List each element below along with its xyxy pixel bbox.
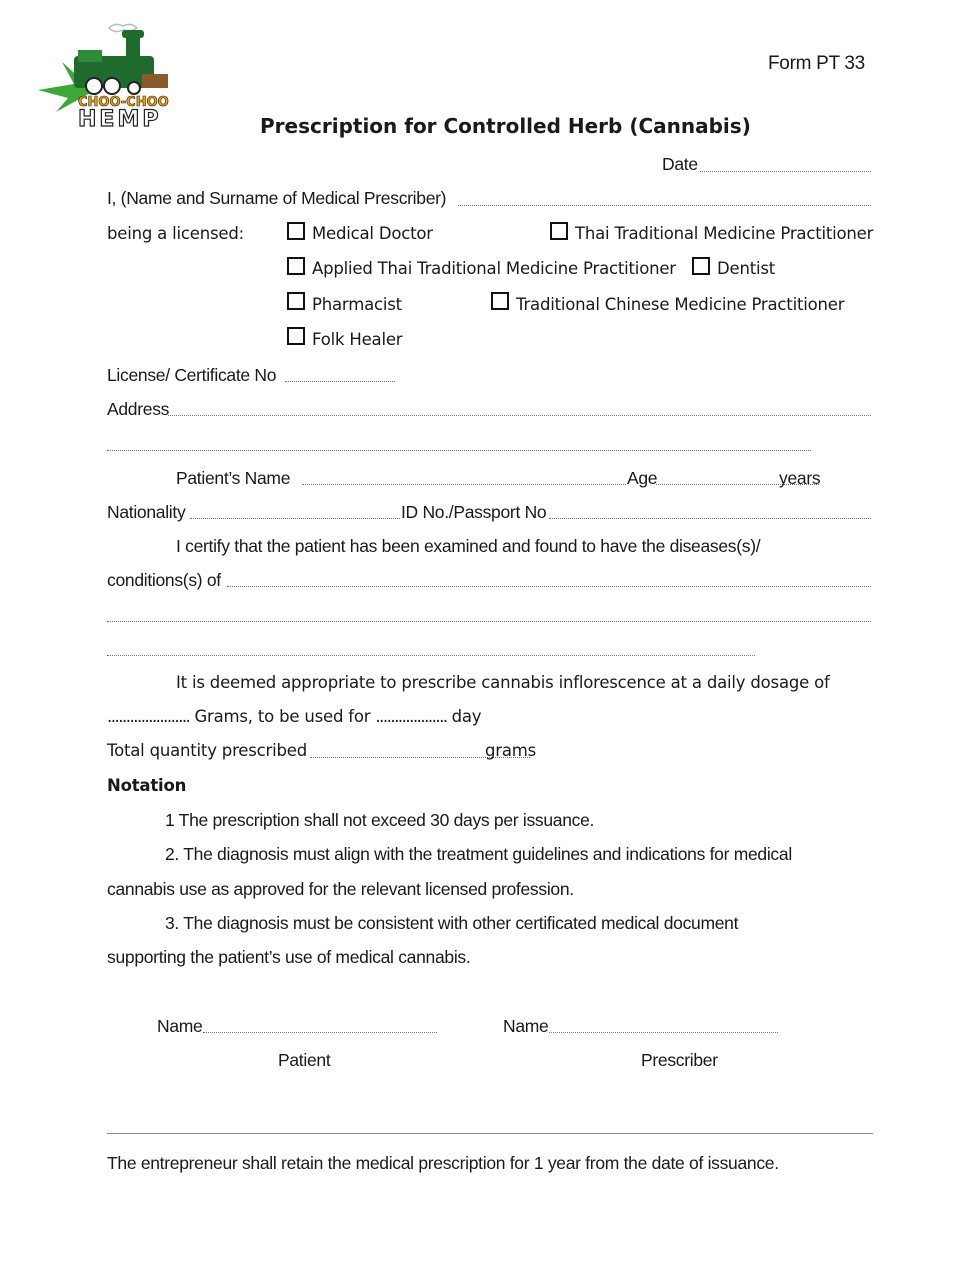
total-quantity-label: Total quantity prescribed: [107, 741, 307, 760]
note-2-continued: cannabis use as approved for the relevant licensed profession.: [107, 879, 574, 899]
date-field[interactable]: [700, 171, 871, 172]
notation-heading: Notation: [107, 776, 187, 795]
note-2: 2. The diagnosis must align with the treatment guidelines and indications for medical: [165, 844, 792, 864]
conditions-field-line-3[interactable]: [107, 655, 755, 656]
svg-text:CHOO-CHOO: CHOO-CHOO: [78, 95, 169, 110]
date-label: Date: [662, 154, 698, 174]
checkbox-pharmacist[interactable]: [287, 292, 305, 310]
prescriber-name-label: I, (Name and Surname of Medical Prescriber): [107, 188, 447, 208]
nationality-label: Nationality: [107, 502, 186, 522]
conditions-field-line-2[interactable]: [107, 621, 871, 622]
grams-line: [107, 707, 481, 727]
page-title: Prescription for Controlled Herb (Cannabis): [260, 114, 751, 138]
patient-role-label: Patient: [278, 1050, 331, 1070]
years-label: years: [779, 468, 821, 488]
note-3: 3. The diagnosis must be consistent with other certificated medical document: [165, 913, 739, 933]
dosage-text: It is deemed appropriate to prescribe cannabis inflorescence at a daily dosage of: [176, 673, 830, 692]
licensed-label: being a licensed:: [107, 224, 244, 243]
license-label-thai-traditional: Thai Traditional Medicine Practitioner: [575, 224, 874, 243]
license-label-folk-healer: Folk Healer: [312, 330, 403, 349]
license-label-medical-doctor: Medical Doctor: [312, 224, 433, 243]
patient-name-field[interactable]: [302, 484, 626, 485]
patient-signature-name-label: Name: [157, 1016, 203, 1036]
license-label-applied-thai-traditional: Applied Thai Traditional Medicine Practitioner: [312, 259, 676, 278]
patient-name-label: Patient’s Name: [176, 468, 291, 488]
grams-unit-label: grams: [485, 741, 537, 760]
license-label-pharmacist: Pharmacist: [312, 295, 402, 314]
checkbox-applied-thai-traditional[interactable]: [287, 257, 305, 275]
company-logo: [34, 22, 174, 130]
note-1: 1 The prescription shall not exceed 30 days per issuance.: [165, 810, 595, 830]
note-3-continued: supporting the patient’s use of medical cannabis.: [107, 947, 471, 967]
address-label: Address: [107, 399, 170, 419]
prescriber-role-label: Prescriber: [641, 1050, 718, 1070]
conditions-label: conditions(s) of: [107, 570, 221, 590]
train-hemp-logo-icon: [34, 22, 174, 130]
prescriber-signature-name-label: Name: [503, 1016, 549, 1036]
checkbox-medical-doctor[interactable]: [287, 222, 305, 240]
form-code: Form PT 33: [768, 53, 865, 74]
license-label-traditional-chinese: Traditional Chinese Medicine Practitioner: [516, 295, 845, 314]
svg-text:HEMP: HEMP: [78, 107, 162, 130]
days-field[interactable]: ...................: [375, 707, 447, 726]
license-label-dentist: Dentist: [717, 259, 776, 278]
prescriber-signature-field[interactable]: [549, 1032, 778, 1033]
age-label: Age: [627, 468, 658, 488]
license-no-label: License/ Certificate No: [107, 365, 277, 385]
conditions-field-line-1[interactable]: [227, 586, 871, 587]
checkbox-traditional-chinese[interactable]: [491, 292, 509, 310]
id-passport-label: ID No./Passport No: [401, 502, 547, 522]
checkbox-dentist[interactable]: [692, 257, 710, 275]
daily-grams-field[interactable]: ......................: [107, 707, 190, 726]
id-passport-field[interactable]: [549, 518, 871, 519]
checkbox-thai-traditional[interactable]: [550, 222, 568, 240]
footer-divider: [107, 1133, 873, 1134]
day-text: day: [451, 707, 482, 726]
patient-signature-field[interactable]: [203, 1032, 437, 1033]
prescriber-name-field[interactable]: [458, 205, 871, 206]
license-no-field[interactable]: [285, 381, 395, 382]
nationality-field[interactable]: [190, 518, 400, 519]
address-field-line-2[interactable]: [107, 450, 811, 451]
address-field-line-1[interactable]: [168, 415, 871, 416]
footer-note: The entrepreneur shall retain the medical prescription for 1 year from the date of issuance.: [107, 1153, 779, 1173]
certify-text: I certify that the patient has been examined and found to have the diseases(s)/: [176, 536, 761, 556]
grams-text: Grams, to be used for: [194, 707, 371, 726]
checkbox-folk-healer[interactable]: [287, 327, 305, 345]
